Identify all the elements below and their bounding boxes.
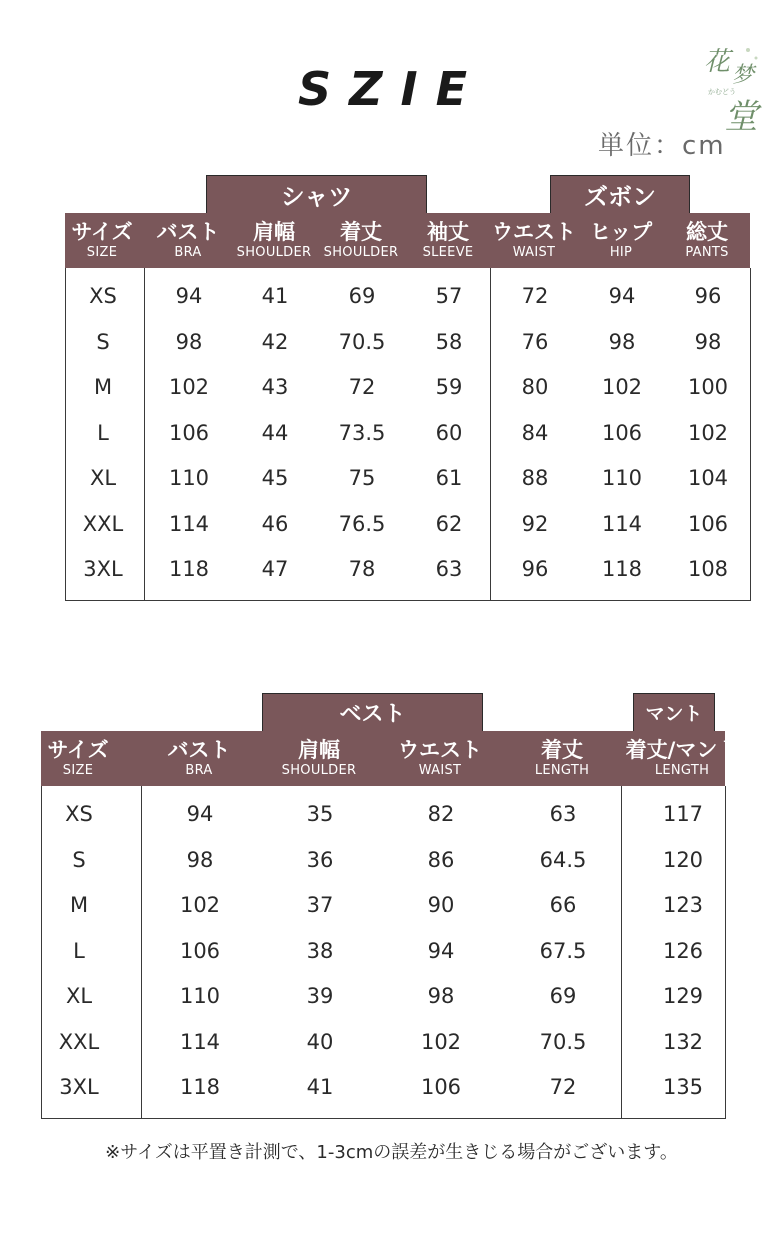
group-tab-vest xyxy=(262,693,483,732)
value-cell: 75 xyxy=(348,466,376,490)
value-cell: 44 xyxy=(261,420,289,445)
header-sublabel: BRA xyxy=(185,763,213,778)
value-cell: 98 xyxy=(175,329,203,354)
value-cell: 41 xyxy=(261,284,289,308)
value-cell: 114 xyxy=(179,1029,221,1054)
group-label-cape: マント xyxy=(645,703,703,725)
header-label: 肩幅 xyxy=(253,220,295,244)
header-label: バスト xyxy=(167,738,231,762)
group-label-vest: ベスト xyxy=(339,702,406,727)
value-cell: 126 xyxy=(662,938,704,963)
table-row xyxy=(42,1065,725,1110)
value-cell: 45 xyxy=(261,466,289,490)
value-cell: 135 xyxy=(662,1075,704,1099)
table2-body xyxy=(41,786,726,1119)
table-row xyxy=(42,792,725,837)
value-cell: 94 xyxy=(608,284,636,308)
value-cell: 106 xyxy=(687,511,729,536)
group-label-shirt: シャツ xyxy=(280,183,353,211)
value-cell: 82 xyxy=(427,802,455,826)
header-label: 肩幅 xyxy=(298,738,340,762)
header-sublabel: LENGTH xyxy=(534,763,590,778)
table-row xyxy=(42,974,725,1019)
value-cell: 88 xyxy=(521,466,549,490)
size-cell: XS xyxy=(65,802,93,826)
value-cell: 98 xyxy=(694,329,722,354)
value-cell: 100 xyxy=(687,375,729,399)
value-cell: 76.5 xyxy=(338,511,386,536)
value-cell: 39 xyxy=(306,984,334,1008)
header-col-1 xyxy=(148,213,228,268)
header-sublabel: SHOULDER xyxy=(323,245,399,260)
value-cell: 96 xyxy=(521,557,549,581)
value-cell: 118 xyxy=(168,557,210,581)
header-col-6 xyxy=(581,213,661,268)
header-col-0 xyxy=(64,213,140,268)
value-cell: 110 xyxy=(601,466,643,490)
header-col-4 xyxy=(512,731,612,786)
value-cell: 43 xyxy=(261,375,289,399)
size-cell: XL xyxy=(89,466,117,490)
value-cell: 64.5 xyxy=(539,847,587,872)
header-sublabel: SIZE xyxy=(62,763,94,778)
value-cell: 129 xyxy=(662,984,704,1008)
value-cell: 98 xyxy=(427,984,455,1008)
size-cell: 3XL xyxy=(83,557,123,581)
header-label: サイズ xyxy=(47,738,109,762)
table-row xyxy=(66,365,750,410)
header-col-5 xyxy=(625,731,739,786)
value-cell: 110 xyxy=(179,984,221,1008)
value-cell: 98 xyxy=(186,847,214,872)
value-cell: 102 xyxy=(420,1029,462,1054)
value-cell: 80 xyxy=(521,375,549,399)
value-cell: 102 xyxy=(601,375,643,399)
value-cell: 38 xyxy=(306,938,334,963)
value-cell: 69 xyxy=(549,984,577,1008)
value-cell: 66 xyxy=(549,893,577,917)
header-sublabel: SHOULDER xyxy=(236,245,312,260)
table-row xyxy=(42,1020,725,1065)
value-cell: 60 xyxy=(435,420,463,445)
header-label: 総丈 xyxy=(686,220,728,244)
value-cell: 35 xyxy=(306,802,334,826)
group-label-pants: ズボン xyxy=(584,183,656,211)
table1-header xyxy=(65,213,750,268)
table-row xyxy=(66,547,750,592)
svg-text:花: 花 xyxy=(704,47,731,77)
value-cell: 92 xyxy=(521,511,549,536)
size-cell: L xyxy=(73,938,85,963)
size-cell: XXL xyxy=(58,1029,100,1054)
value-cell: 70.5 xyxy=(338,329,386,354)
size-cell: XS xyxy=(89,284,117,308)
header-col-3 xyxy=(317,213,405,268)
value-cell: 40 xyxy=(306,1029,334,1054)
header-col-4 xyxy=(410,213,486,268)
header-label: 着丈 xyxy=(541,738,583,762)
value-cell: 106 xyxy=(179,938,221,963)
value-cell: 59 xyxy=(435,375,463,399)
value-cell: 69 xyxy=(348,284,376,308)
value-cell: 73.5 xyxy=(338,420,386,445)
value-cell: 42 xyxy=(261,329,289,354)
page-title: SZIE xyxy=(297,62,486,116)
table-row xyxy=(66,274,750,319)
value-cell: 70.5 xyxy=(539,1029,587,1054)
value-cell: 123 xyxy=(662,893,704,917)
header-label: 袖丈 xyxy=(427,220,469,244)
value-cell: 106 xyxy=(601,420,643,445)
table-row xyxy=(42,883,725,928)
table-row xyxy=(66,456,750,501)
value-cell: 36 xyxy=(306,847,334,872)
value-cell: 47 xyxy=(261,557,289,581)
value-cell: 114 xyxy=(168,511,210,536)
table-row xyxy=(42,929,725,974)
value-cell: 37 xyxy=(306,893,334,917)
header-sublabel: SIZE xyxy=(86,245,118,260)
header-sublabel: LENGTH xyxy=(654,763,710,778)
value-cell: 72 xyxy=(549,1075,577,1099)
value-cell: 90 xyxy=(427,893,455,917)
value-cell: 94 xyxy=(186,802,214,826)
size-cell: L xyxy=(97,420,109,445)
brand-logo xyxy=(690,36,770,136)
size-cell: M xyxy=(93,375,113,399)
value-cell: 117 xyxy=(662,802,704,826)
value-cell: 76 xyxy=(521,329,549,354)
header-label: バスト xyxy=(156,220,220,244)
value-cell: 41 xyxy=(306,1075,334,1099)
size-cell: S xyxy=(96,329,110,354)
header-label: 着丈/マント xyxy=(625,738,739,762)
table-row xyxy=(66,320,750,365)
value-cell: 62 xyxy=(435,511,463,536)
value-cell: 46 xyxy=(261,511,289,536)
svg-text:堂: 堂 xyxy=(724,97,758,136)
value-cell: 57 xyxy=(435,284,463,308)
value-cell: 96 xyxy=(694,284,722,308)
header-sublabel: WAIST xyxy=(418,763,462,778)
header-col-0 xyxy=(40,731,116,786)
value-cell: 63 xyxy=(435,557,463,581)
unit-label: 単位：cm xyxy=(598,131,726,161)
value-cell: 63 xyxy=(549,802,577,826)
value-cell: 94 xyxy=(175,284,203,308)
value-cell: 84 xyxy=(521,420,549,445)
value-cell: 72 xyxy=(348,375,376,399)
table-row xyxy=(66,411,750,456)
header-label: ウエスト xyxy=(492,220,576,244)
header-sublabel: WAIST xyxy=(512,245,556,260)
table-row xyxy=(66,502,750,547)
header-col-5 xyxy=(489,213,579,268)
group-tab-shirt xyxy=(206,175,427,214)
value-cell: 67.5 xyxy=(539,938,587,963)
svg-text:梦: 梦 xyxy=(732,63,755,88)
table2-header xyxy=(41,731,739,786)
value-cell: 94 xyxy=(427,938,455,963)
header-col-3 xyxy=(390,731,490,786)
value-cell: 132 xyxy=(662,1029,704,1054)
value-cell: 102 xyxy=(168,375,210,399)
value-cell: 120 xyxy=(662,847,704,872)
table1-body xyxy=(65,268,751,601)
value-cell: 118 xyxy=(179,1075,221,1099)
header-col-2 xyxy=(230,213,318,268)
value-cell: 102 xyxy=(179,893,221,917)
size-cell: M xyxy=(69,893,89,917)
value-cell: 102 xyxy=(687,420,729,445)
value-cell: 58 xyxy=(435,329,463,354)
header-sublabel: HIP xyxy=(609,245,633,260)
value-cell: 114 xyxy=(601,511,643,536)
size-cell: S xyxy=(72,847,86,872)
value-cell: 61 xyxy=(435,466,463,490)
value-cell: 108 xyxy=(687,557,729,581)
header-sublabel: PANTS xyxy=(685,245,729,260)
measurement-note: ※サイズは平置き計測で、1-3cmの誤差が生きじる場合がございます。 xyxy=(105,1142,678,1163)
header-col-1 xyxy=(154,731,244,786)
value-cell: 106 xyxy=(420,1075,462,1099)
table-row xyxy=(42,838,725,883)
header-label: 着丈 xyxy=(340,220,382,244)
header-sublabel: SLEEVE xyxy=(422,245,474,260)
value-cell: 86 xyxy=(427,847,455,872)
value-cell: 118 xyxy=(601,557,643,581)
value-cell: 78 xyxy=(348,557,376,581)
group-tab-pants xyxy=(550,175,690,214)
header-col-7 xyxy=(667,213,747,268)
size-cell: XL xyxy=(65,984,93,1008)
size-cell: XXL xyxy=(82,511,124,536)
header-col-2 xyxy=(269,731,369,786)
header-label: サイズ xyxy=(71,220,133,244)
value-cell: 106 xyxy=(168,420,210,445)
header-label: ヒップ xyxy=(589,220,653,244)
header-sublabel: BRA xyxy=(174,245,202,260)
value-cell: 98 xyxy=(608,329,636,354)
size-cell: 3XL xyxy=(59,1075,99,1099)
header-sublabel: SHOULDER xyxy=(281,763,357,778)
value-cell: 72 xyxy=(521,284,549,308)
header-label: ウエスト xyxy=(398,738,482,762)
value-cell: 110 xyxy=(168,466,210,490)
svg-text:かむどう: かむどう xyxy=(708,88,736,96)
value-cell: 104 xyxy=(687,466,729,490)
group-tab-cape xyxy=(633,693,715,732)
